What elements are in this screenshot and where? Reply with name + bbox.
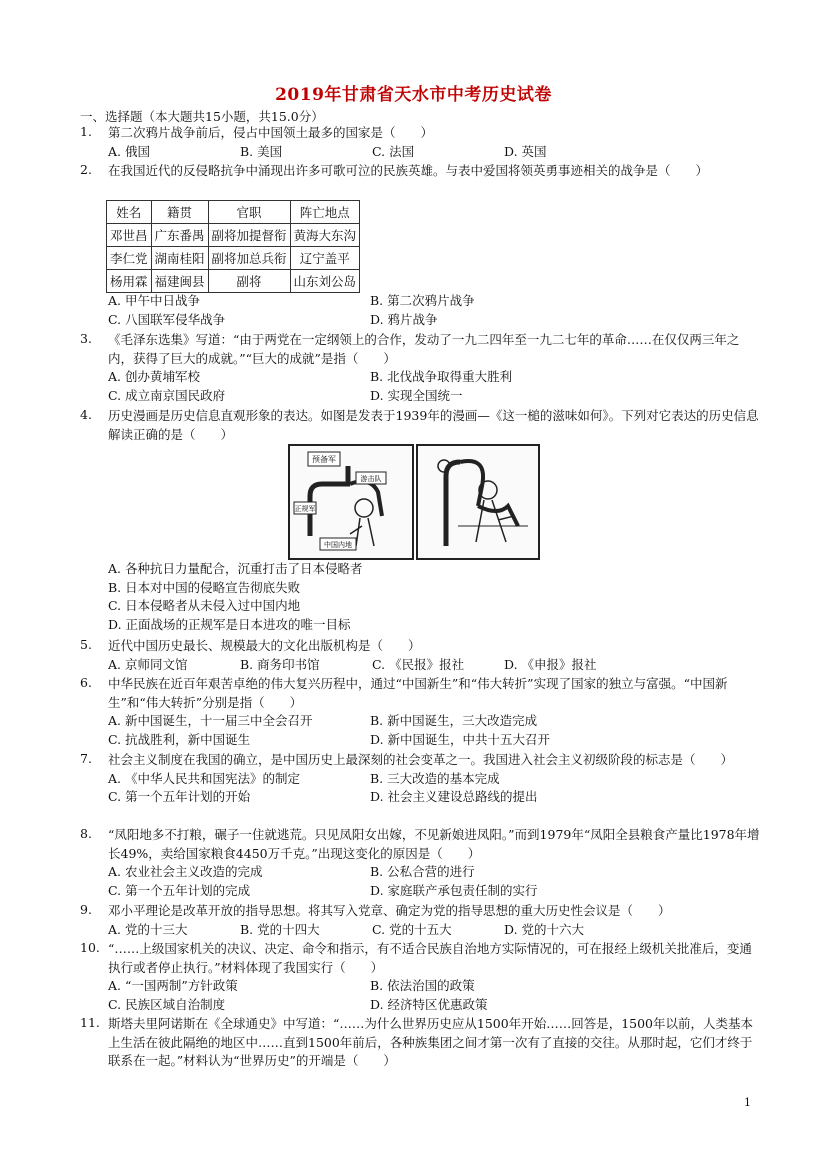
question-2-options xyxy=(80,292,760,329)
option-b: B. 日本对中国的侵略宣告彻底失败 xyxy=(108,579,301,595)
generals-table xyxy=(106,200,360,293)
table-row: 杨用霖 福建闽县 副将 山东刘公岛 xyxy=(107,270,360,293)
option-d: D. 新中国诞生，中共十五大召开 xyxy=(370,731,551,747)
option-b: B. 公私合营的进行 xyxy=(370,864,475,879)
question-6: 6. 中华民族在近百年艰苦卓绝的伟大复兴历程中，通过“中国新生”和“伟大转折”实现了国家的独立与富强。“中国新生”和“伟大转折”分别是指（ ） A. 新中国诞生，十一届三中全会召开 B. 新中国诞生，三大改造完成 C. 抗战胜利，新中国诞生 D. 新中国诞生，中共十五大召开 xyxy=(80,675,760,749)
table-header: 姓名 xyxy=(107,201,152,224)
question-3: 3. 《毛泽东选集》写道：“由于两党在一定纲领上的合作，发动了一九二四年至一九二七年的革命……在仅仅两三年之内，获得了巨大的成就。”“巨大的成就”是指（ ） A. 创办黄埔军校 B. 北伐战争取得重大胜利 C. 成立南京国民政府 D. 实现全国统一 xyxy=(80,331,760,405)
option-a: A. 创办黄埔军校 xyxy=(108,369,200,384)
option-d: D. 经济特区优惠政策 xyxy=(370,996,488,1012)
question-7: 7. 社会主义制度在我国的确立，是中国历史上最深刻的社会变革之一。我国进入社会主义初级阶段的标志是（ ） A. 《中华人民共和国宪法》的制定 B. 三大改造的基本完成 C. 第一个五年计划的开始 D. 社会主义建设总路线的提出 xyxy=(80,751,760,807)
cartoon-panel-left xyxy=(288,444,414,560)
option-d: D. 社会主义建设总路线的提出 xyxy=(370,789,538,804)
option-d: D. 英国 xyxy=(504,143,547,159)
option-a: A. 新中国诞生，十一届三中全会召开 xyxy=(108,713,313,728)
cartoon-label: 预备军 xyxy=(312,455,336,464)
option-c: C. 成立南京国民政府 xyxy=(108,387,226,403)
question-10: 10. “……上级国家机关的决议、决定、命令和指示，有不适合民族自治地方实际情况的，可在报经上级机关批准后，变通执行或者停止执行。”材料体现了我国实行（ ） A. “一国两制”方针政策 B. 依法治国的政策 C. 民族区域自治制度 D. 经济特区优惠政策 xyxy=(80,940,760,1014)
section-heading: 一、选择题（本大题共15小题，共15.0分） xyxy=(80,109,324,124)
question-4: 4. 历史漫画是历史信息直观形象的表达。如图是发表于1939年的漫画—《这一槌的滋味如何》。下列对它表达的历史信息解读正确的是（ ） xyxy=(80,407,759,442)
option-a: A. 各种抗日力量配合，沉重打击了日本侵略者 xyxy=(108,561,363,576)
option-c: C. 第一个五年计划的完成 xyxy=(108,882,251,898)
option-a: A. 党的十三大 xyxy=(108,921,188,937)
option-c: C. 日本侵略者从未侵入过中国内地 xyxy=(108,598,301,613)
option-c: C. 第一个五年计划的开始 xyxy=(108,789,251,804)
option-b: B. 党的十四大 xyxy=(240,921,320,937)
option-b: B. 美国 xyxy=(240,143,283,159)
question-11: 11. 斯塔夫里阿诺斯在《全球通史》中写道：“……为什么世界历史应从1500年开始……回答是，1500年以前，人类基本上生活在彼此隔绝的地区中……直到1500年前后，各种族集团之间才第一次有了直接的交往。从那时起，它们才终于联系在一起。”材料认为“世界历史”的开端是（ ） xyxy=(80,1015,754,1068)
question-8: 8. “凤阳地多不打粮，碾子一住就逃荒。只见凤阳女出嫁，不见新娘进凤阳。”而到1979年“凤阳全县粮食产量比1978年增长49%，卖给国家粮食4450万千克。”出现这变化的原因是（ ） A. 农业社会主义改造的完成 B. 公私合营的进行 C. 第一个五年计划的完成 D. 家庭联产承包责任制的实行 xyxy=(80,826,760,900)
table-header: 官职 xyxy=(208,201,290,224)
option-a: A. 京师同文馆 xyxy=(108,656,188,672)
option-d: D. 鸦片战争 xyxy=(370,311,438,327)
question-9: 9. 邓小平理论是改革开放的指导思想。将其写入党章、确定为党的指导思想的重大历史性会议是（ ） A. 党的十三大 B. 党的十四大 C. 党的十五大 D. 党的十六大 xyxy=(80,902,760,939)
option-d: D. 《申报》报社 xyxy=(504,656,597,672)
table-header: 籍贯 xyxy=(151,201,208,224)
option-b: B. 依法治国的政策 xyxy=(370,978,475,993)
option-b: B. 新中国诞生，三大改造完成 xyxy=(370,713,538,728)
option-b: B. 第二次鸦片战争 xyxy=(370,293,475,308)
option-c: C. 抗战胜利，新中国诞生 xyxy=(108,731,251,747)
option-c: C. 八国联军侵华战争 xyxy=(108,311,226,327)
option-a: A. 《中华人民共和国宪法》的制定 xyxy=(108,770,300,786)
option-c: C. 法国 xyxy=(372,143,415,159)
cartoon-label: 游击队 xyxy=(360,475,382,483)
option-a: A. 俄国 xyxy=(108,143,150,159)
table-row: 邓世昌 广东番禺 副将加提督衔 黄海大东沟 xyxy=(107,224,360,247)
table-header: 阵亡地点 xyxy=(290,201,360,224)
exam-title: 2019年甘肃省天水市中考历史试卷 xyxy=(275,85,552,105)
option-d: D. 家庭联产承包责任制的实行 xyxy=(370,882,538,898)
option-a: A. “一国两制”方针政策 xyxy=(108,978,238,993)
question-4-options xyxy=(80,560,760,634)
option-a: A. 甲午中日战争 xyxy=(108,293,200,308)
option-d: D. 实现全国统一 xyxy=(370,387,463,403)
option-b: B. 三大改造的基本完成 xyxy=(370,770,500,786)
option-c: C. 民族区域自治制度 xyxy=(108,996,226,1012)
cartoon-label: 正规军 xyxy=(294,505,316,513)
option-c: C. 党的十五大 xyxy=(372,921,452,937)
option-b: B. 商务印书馆 xyxy=(240,656,320,672)
option-a: A. 农业社会主义改造的完成 xyxy=(108,864,263,879)
page-number: 1 xyxy=(744,1096,751,1109)
cartoon-panel-right xyxy=(416,444,540,560)
question-1: 1. 第二次鸦片战争前后，侵占中国领土最多的国家是（ ） A. 俄国 B. 美国 C. 法国 D. 英国 xyxy=(80,124,760,161)
question-2: 2. 在我国近代的反侵略抗争中涌现出许多可歌可泣的民族英雄。与表中爱国将领英勇事迹相关的战争是（ ） xyxy=(80,162,709,178)
option-b: B. 北伐战争取得重大胜利 xyxy=(370,369,513,384)
table-row: 李仁党 湖南桂阳 副将加总兵衔 辽宁盖平 xyxy=(107,247,360,270)
option-d: D. 党的十六大 xyxy=(504,921,585,937)
option-c: C. 《民报》报社 xyxy=(372,656,465,672)
question-5: 5. 近代中国历史最长、规模最大的文化出版机构是（ ） A. 京师同文馆 B. 商务印书馆 C. 《民报》报社 D. 《申报》报社 xyxy=(80,637,760,674)
option-d: D. 正面战场的正规军是日本进攻的唯一目标 xyxy=(108,616,351,632)
cartoon-label: 中国内地 xyxy=(324,541,352,549)
